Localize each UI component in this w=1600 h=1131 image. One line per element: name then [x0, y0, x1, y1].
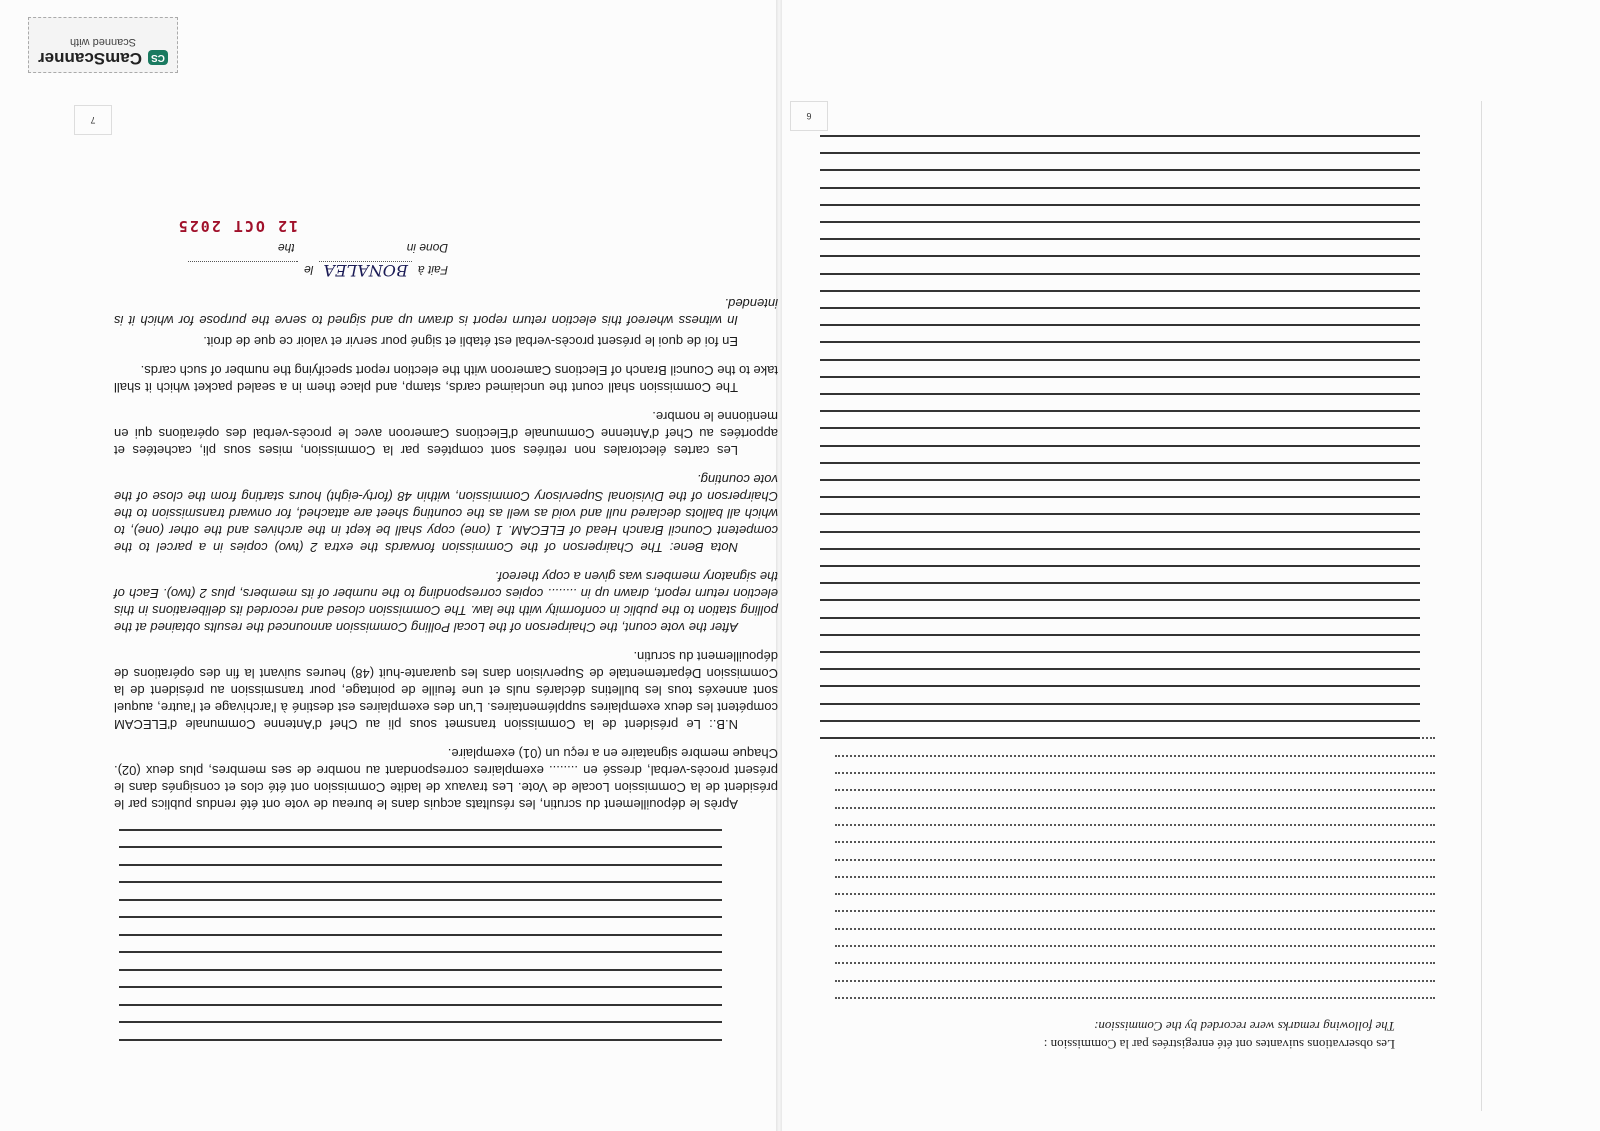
ruled-line	[820, 565, 1420, 567]
place-handwritten: BONALEA	[319, 261, 412, 279]
ruled-line	[820, 462, 1420, 464]
dotted-line	[835, 980, 1435, 982]
ruled-line	[119, 847, 722, 849]
ruled-line	[820, 531, 1420, 533]
paragraph-en-cards: The Commission shall count the unclaimed cards, stamp, and place them in a sealed packet which it shall take to the Council Branch of Elections Cameroon with the election report specifying the number of such cards.	[114, 363, 778, 395]
date-stamp: 12 OCT 2025	[176, 217, 298, 235]
fait-a-label: Fait à	[417, 263, 448, 277]
ruled-line	[820, 255, 1420, 257]
ruled-line	[820, 685, 1420, 687]
camscanner-watermark	[28, 17, 178, 73]
watermark-caption: Scanned with	[69, 36, 137, 48]
paragraph-en-witness: In witness whereof this election return report is drawn up and signed to serve the purpose for which it is intended.	[114, 296, 778, 328]
dotted-line	[835, 911, 1435, 913]
camscanner-logo-icon: CS	[148, 51, 168, 66]
ruled-line	[119, 864, 722, 866]
ruled-line	[820, 324, 1420, 326]
ruled-line	[119, 934, 722, 936]
ruled-line	[820, 410, 1420, 412]
page-number-7: 7	[74, 105, 112, 135]
page-edge	[1481, 101, 1482, 1111]
heading-en: The following remarks were recorded by the Commission:	[1093, 1019, 1395, 1034]
ruled-line	[119, 917, 722, 919]
ruled-line	[119, 1022, 722, 1024]
ruled-line	[820, 427, 1420, 429]
ruled-line	[820, 307, 1420, 309]
dotted-line	[835, 962, 1435, 964]
dotted-line	[835, 859, 1435, 861]
dotted-line	[835, 997, 1435, 999]
ruled-line	[820, 169, 1420, 171]
ruled-line	[119, 1004, 722, 1006]
paragraph-fr-results: Après le dépouillement du scrutin, les résultats acquis dans le bureau de vote ont été rendus publics par le président de la Commission Locale de Vote. Les travaux de ladite Commission ont été clos et consignés dans le présent procès-verbal, dressé en ........ exemplaires correspondant au nombre de ses membres, plus deux (02). Chaque membre signataire en a reçu un (01) exemplaire.	[114, 746, 778, 812]
paragraph-fr-cards: Les cartes électorales non retirées sont comptées par la Commission, mises sous pli, cachetées et apportées au Chef d'Antenne Communale d'Elections Cameroon avec le procès-verbal des opérations qui en mentionne le nombre.	[114, 409, 778, 458]
le-label: le	[304, 263, 314, 277]
ruled-line	[820, 548, 1420, 550]
dotted-line	[835, 824, 1435, 826]
ruled-line	[820, 445, 1420, 447]
ruled-line	[820, 290, 1420, 292]
ruled-line	[119, 899, 722, 901]
dotted-line	[835, 807, 1435, 809]
paragraph-fr-nb: N.B.: Le président de la Commission transmet sous pli au Chef d'Antenne Communale d'ELECAM compétent les deux exemplaires supplémentaires. L'un des exemplaires est destiné à l'archivage et l'autre, auquel sont annexés tous les bulletins déclarés nuls et une feuille de pointage, pour transmission au président de la Commission Départementale de Supervision dans les quarante-huit (48) heures suivant la fin des opérations de dépouillement du scrutin.	[114, 649, 778, 732]
ruled-line	[119, 987, 722, 989]
ruled-line	[820, 599, 1420, 601]
done-in-label: Done in	[406, 241, 448, 255]
ruled-line	[820, 634, 1420, 636]
ruled-line	[119, 969, 722, 971]
ruled-line	[820, 393, 1420, 395]
ruled-line	[820, 187, 1420, 189]
ruled-line	[820, 720, 1420, 722]
dotted-line	[835, 841, 1435, 843]
ruled-line	[820, 703, 1420, 705]
ruled-line	[820, 221, 1420, 223]
ruled-line	[820, 668, 1420, 670]
ruled-line	[820, 341, 1420, 343]
ruled-line	[119, 882, 722, 884]
ruled-line	[820, 135, 1420, 137]
dotted-line	[835, 789, 1435, 791]
ruled-line	[119, 829, 722, 831]
ruled-line	[820, 152, 1420, 154]
observations-heading	[795, 1017, 1395, 1053]
ruled-line	[820, 359, 1420, 361]
ruled-line	[820, 737, 1420, 739]
paragraph-en-nota-bene: Nota Bene: The Chairperson of the Commission forwards the extra 2 (two) copies in a parcel to the competent Council Branch Head of ELECAM. 1 (one) copy shall be kept in the archives and the other (one), to which all ballots declared null and void as well as the counting sheet are attached, for onward transmission to the Chairperson of the Divisional Supervisory Commission, within 48 (forty-eight) hours starting from the close of the vote counting.	[114, 472, 778, 555]
ruled-line	[820, 238, 1420, 240]
date-line	[188, 261, 298, 262]
the-label: the	[277, 241, 295, 255]
dotted-line	[835, 755, 1435, 757]
ruled-line	[820, 617, 1420, 619]
ruled-line	[119, 1039, 722, 1041]
page-7-body	[114, 217, 778, 813]
ruled-line	[820, 651, 1420, 653]
ruled-line	[820, 513, 1420, 515]
heading-fr: Les observations suivantes ont été enregistrées par la Commission :	[1043, 1037, 1395, 1052]
dotted-line	[835, 772, 1435, 774]
dotted-line	[835, 928, 1435, 930]
ruled-line	[820, 479, 1420, 481]
paragraph-fr-witness: En foi de quoi le présent procès-verbal est établi et signé pour servir et valoir ce que de droit.	[203, 334, 738, 349]
dotted-line	[835, 893, 1435, 895]
paragraph-en-results: After the vote count, the Chairperson of the Local Polling Commission announced the results obtained at the polling station to the public in conformity with the law. The Commission closed and recorded its deliberations in this election return report, drawn up in ........ copies corresponding to the number of its members, plus 2 (two). Each of the signatory members was given a copy thereof.	[114, 569, 778, 635]
ruled-line	[820, 204, 1420, 206]
dotted-line	[835, 876, 1435, 878]
ruled-line	[820, 376, 1420, 378]
ruled-line	[820, 273, 1420, 275]
ruled-line	[119, 952, 722, 954]
ruled-line	[820, 496, 1420, 498]
dotted-line	[835, 945, 1435, 947]
watermark-brand: CamScanner	[38, 49, 143, 68]
signature-block	[118, 217, 448, 283]
ruled-line	[820, 582, 1420, 584]
page-number-6: 6	[790, 101, 828, 131]
